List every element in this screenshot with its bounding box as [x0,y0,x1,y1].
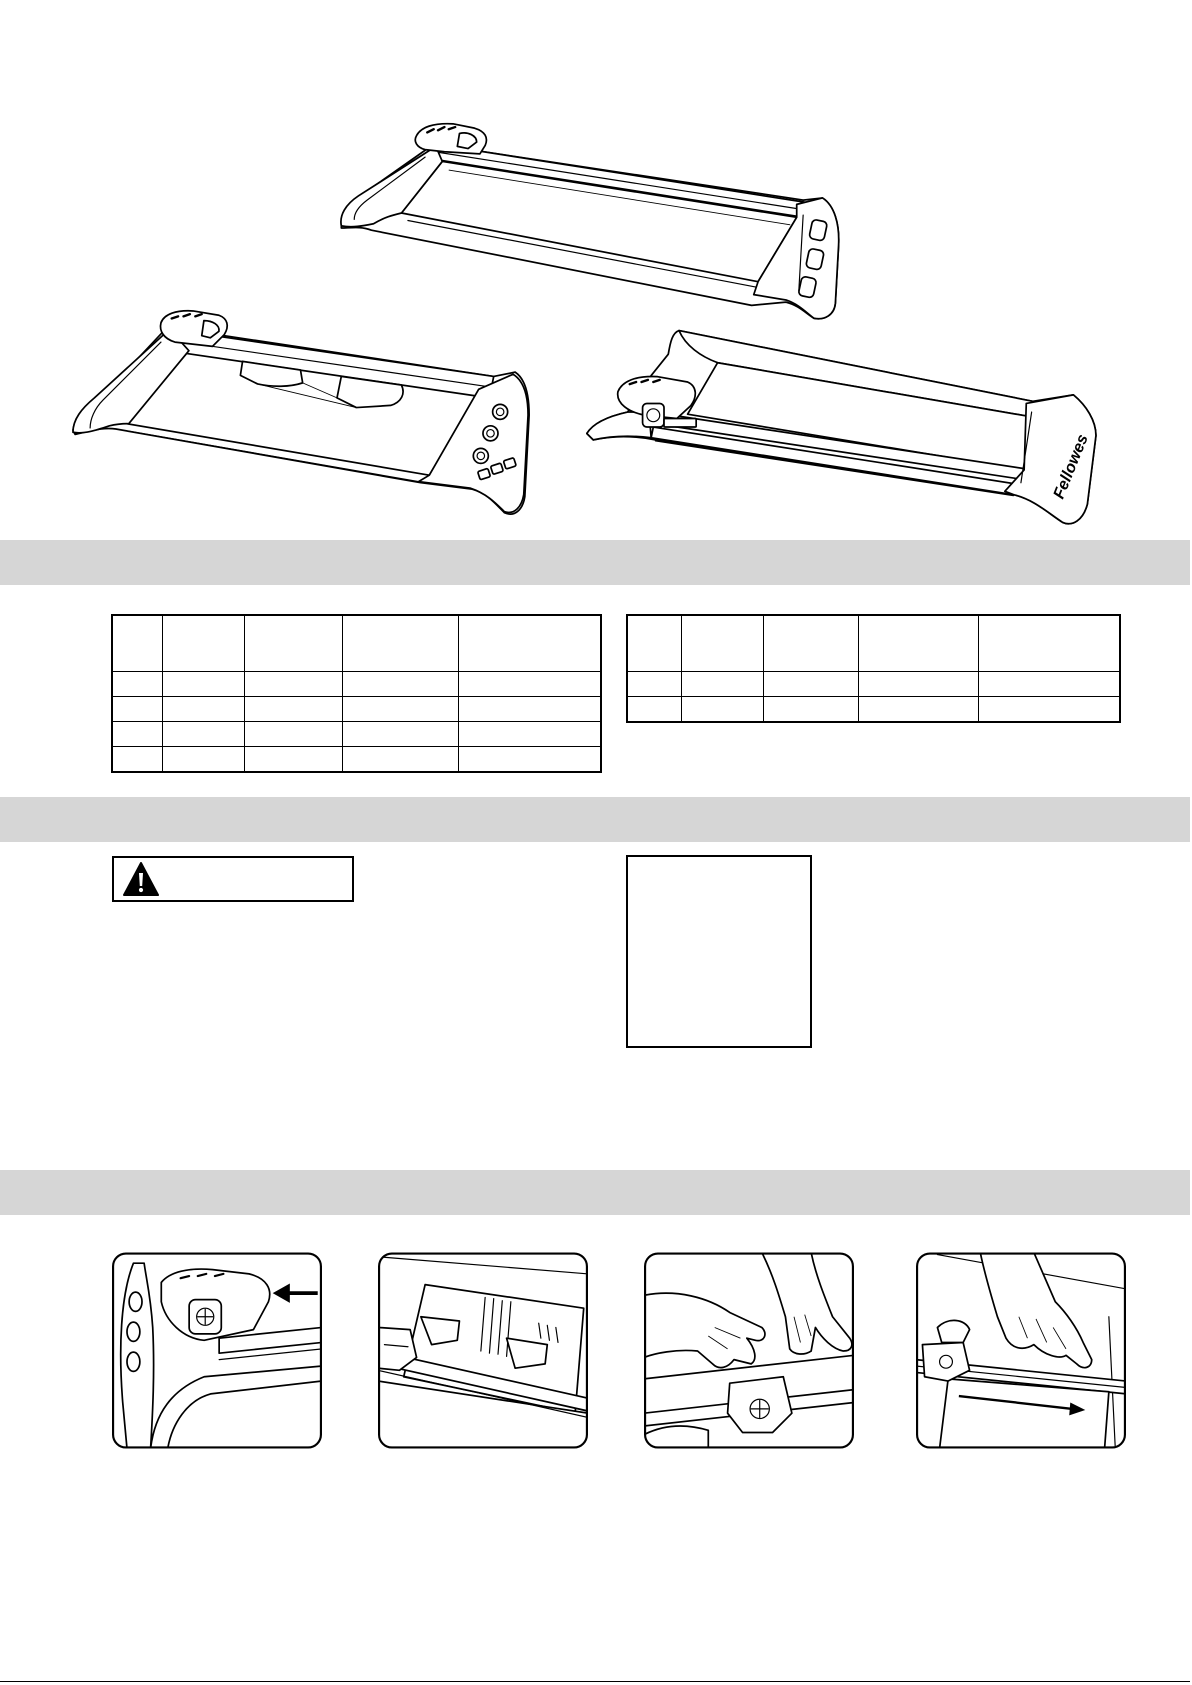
table-cell [244,722,342,747]
table-cell [458,672,601,697]
step-2-illustration [378,1252,588,1449]
table-cell [112,697,162,722]
cutting-head-icon [161,1269,269,1340]
table-row [112,672,601,697]
control-button-icon [809,219,828,241]
table-cell [162,697,244,722]
spec-table-left [111,614,602,773]
table-cell [342,722,458,747]
table-row [112,747,601,773]
table-header-row [112,615,601,672]
table-cell [858,697,978,723]
table-cell [627,672,681,697]
table-cell [763,697,858,723]
control-button-icon [798,276,817,298]
step-1-illustration [112,1252,322,1449]
trimmer-medium-illustration [59,301,542,527]
table-header-cell [627,615,681,672]
table-cell [162,672,244,697]
section-band-specifications [0,540,1190,585]
trimmer-rotary-illustration [580,322,1106,531]
table-header-cell [162,615,244,672]
table-header-cell [458,615,601,672]
table-cell [112,722,162,747]
table-cell [978,672,1120,697]
section-band-safety [0,797,1190,842]
warning-triangle-icon [122,861,160,897]
table-cell [244,747,342,773]
table-cell [681,672,763,697]
table-cell [342,747,458,773]
table-header-cell [681,615,763,672]
control-button-icon [806,248,825,270]
paper-sheet-icon [940,1379,1109,1449]
table-cell [458,697,601,722]
table-cell [112,672,162,697]
table-cell [162,722,244,747]
table-row [112,697,601,722]
table-header-cell [244,615,342,672]
table-header-cell [112,615,162,672]
table-cell [112,747,162,773]
table-cell [162,747,244,773]
table-cell [244,697,342,722]
table-header-row [627,615,1120,672]
table-cell [342,697,458,722]
step-3-illustration [644,1252,854,1449]
table-cell [342,672,458,697]
table-cell [244,672,342,697]
table-header-cell [978,615,1120,672]
table-cell [978,697,1120,723]
table-cell [858,672,978,697]
brand-logo: Fellowes [1049,431,1092,502]
trimmer-large-illustration [322,113,859,328]
table-cell [763,672,858,697]
table-row [627,697,1120,723]
table-row [627,672,1120,697]
table-cell [458,747,601,773]
hand-icon [937,1320,969,1342]
page-bottom-rule [0,1681,1190,1682]
table-cell [458,722,601,747]
table-cell [681,697,763,723]
step-4-illustration [916,1252,1126,1449]
cutting-head-icon [415,124,486,154]
table-cell [627,697,681,723]
warning-box [112,856,354,902]
info-box [626,855,812,1048]
cutting-head-icon [161,311,228,347]
table-header-cell [763,615,858,672]
spec-table-right [626,614,1121,723]
table-header-cell [858,615,978,672]
table-row [112,722,601,747]
table-header-cell [342,615,458,672]
section-band-operation [0,1170,1190,1215]
